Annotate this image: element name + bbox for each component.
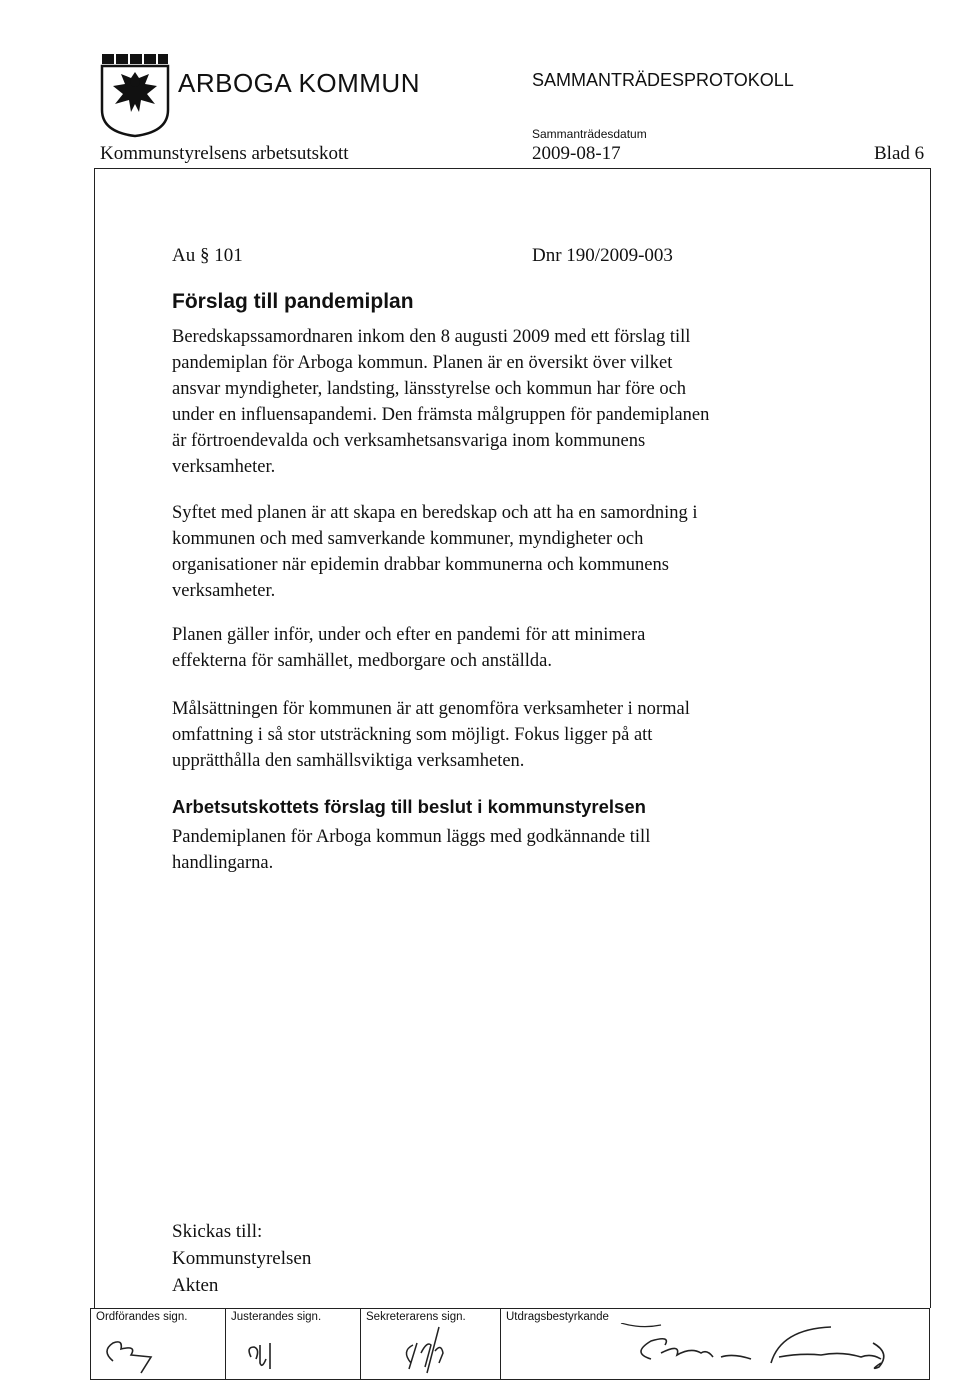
coat-of-arms-icon xyxy=(100,52,170,138)
org-name: ARBOGA KOMMUN xyxy=(178,68,420,98)
text-line: Pandemiplanen för Arboga kommun läggs med godkännande till xyxy=(172,827,651,847)
text-line: Målsättningen för kommunen är att genomföra verksamheter i normal xyxy=(172,699,690,719)
page-number: Blad 6 xyxy=(874,143,925,164)
adjuster-signature-icon xyxy=(226,1323,361,1379)
text-line: organisationer när epidemin drabbar kommunerna och kommunens xyxy=(172,555,669,575)
distribution-recipient: Kommunstyrelsen xyxy=(172,1248,312,1269)
paragraph-reference: Au § 101 xyxy=(172,245,243,266)
section-heading: Förslag till pandemiplan xyxy=(172,290,414,313)
secretary-sign-label: Sekreterarens sign. xyxy=(366,1311,466,1323)
decision-subheading: Arbetsutskottets förslag till beslut i kommunstyrelsen xyxy=(172,796,646,817)
text-line: ansvar myndigheter, landsting, länsstyrelse och kommun har före och xyxy=(172,379,687,399)
diary-number: Dnr 190/2009-003 xyxy=(532,245,673,266)
certified-signature-icon xyxy=(501,1323,928,1379)
chair-sign-label: Ordförandes sign. xyxy=(96,1311,188,1323)
text-line: omfattning i så stor utsträckning som möjligt. Fokus ligger på att xyxy=(172,725,653,745)
meeting-date-label: Sammanträdesdatum xyxy=(532,127,647,141)
distribution-list xyxy=(172,1218,311,1299)
adjuster-sign-label: Justerandes sign. xyxy=(231,1311,322,1323)
committee-name: Kommunstyrelsens arbetsutskott xyxy=(100,143,349,164)
secretary-signature-icon xyxy=(361,1323,501,1379)
text-line: Syftet med planen är att skapa en beredskap och att ha en samordning i xyxy=(172,503,698,523)
body-paragraph-3 xyxy=(172,622,912,674)
body-paragraph-1 xyxy=(172,324,912,480)
distribution-recipient: Akten xyxy=(172,1275,219,1296)
text-line: under en influensapandemi. Den främsta målgruppen för pandemiplanen xyxy=(172,405,710,425)
text-line: verksamheter. xyxy=(172,581,276,601)
body-paragraph-4 xyxy=(172,696,912,774)
text-line: effekterna för samhället, medborgare och anställda. xyxy=(172,651,552,671)
decision-paragraph xyxy=(172,824,912,876)
header-divider xyxy=(94,168,930,169)
body-paragraph-2 xyxy=(172,500,912,604)
text-line: är förtroendevalda och verksamhetsansvariga inom kommunens xyxy=(172,431,646,451)
chair-signature-icon xyxy=(91,1323,226,1379)
signature-cell-secretary xyxy=(361,1309,501,1379)
text-line: Planen gäller inför, under och efter en pandemi för att minimera xyxy=(172,625,646,645)
text-line: Beredskapssamordnaren inkom den 8 augusti 2009 med ett förslag till xyxy=(172,327,691,347)
text-line: upprätthålla den samhällsviktiga verksamheten. xyxy=(172,751,525,771)
distribution-label: Skickas till: xyxy=(172,1221,263,1242)
meeting-date: 2009-08-17 xyxy=(532,143,621,164)
signature-cell-adjuster xyxy=(226,1309,361,1379)
text-line: verksamheter. xyxy=(172,457,276,477)
frame-border-left xyxy=(94,168,95,1308)
signature-cell-chair xyxy=(91,1309,226,1379)
signature-box xyxy=(90,1308,930,1380)
certified-sign-label: Utdragsbestyrkande xyxy=(506,1311,609,1323)
signature-cell-certified xyxy=(501,1309,928,1379)
text-line: pandemiplan för Arboga kommun. Planen är en översikt över vilket xyxy=(172,353,673,373)
text-line: kommunen och med samverkande kommuner, myndigheter och xyxy=(172,529,644,549)
frame-border-right xyxy=(930,168,931,1308)
text-line: handlingarna. xyxy=(172,853,274,873)
document-type: SAMMANTRÄDESPROTOKOLL xyxy=(532,70,794,90)
